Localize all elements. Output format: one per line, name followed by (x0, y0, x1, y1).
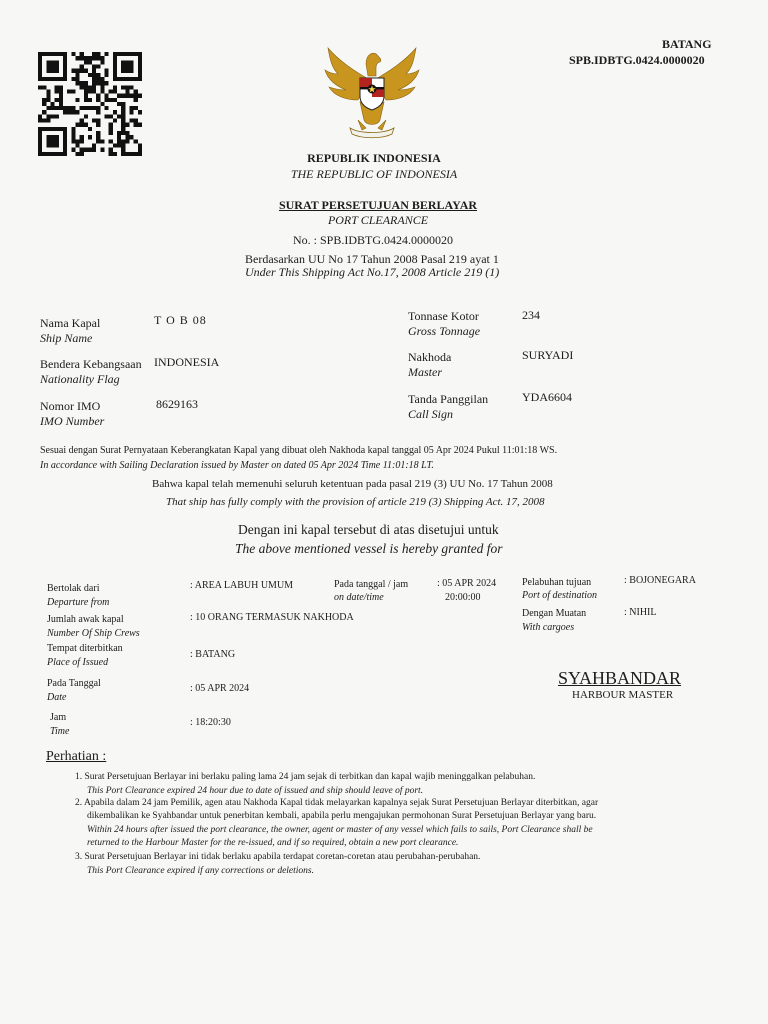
note-2-line-2: dikembalikan ke Syahbandar untuk penerbitan kembali, apabila perlu mengajukan permohonan Surat Persetujuan Berlayar yang baru. (87, 811, 597, 821)
issue-time-label: Jam (50, 712, 67, 723)
cargo-label-en: With cargoes (522, 622, 575, 633)
legal-basis-en: Under This Shipping Act No.17, 2008 Article 219 (1) (245, 265, 500, 279)
ship-name-label-en: Ship Name (40, 331, 93, 345)
gross-tonnage-label: Tonnase Kotor (408, 309, 479, 323)
place-issued-label-en: Place of Issued (47, 657, 109, 668)
departure-date-label: Pada tanggal / jam (334, 579, 409, 590)
place-issued-label: Tempat diterbitkan (47, 643, 123, 654)
legal-basis: Berdasarkan UU No 17 Tahun 2008 Pasal 219 ayat 1 (245, 252, 499, 266)
imo-label-en: IMO Number (40, 414, 105, 428)
harbour-master-title: SYAHBANDAR (558, 668, 682, 688)
issue-date-label: Pada Tanggal (47, 678, 101, 689)
grant-statement-en: The above mentioned vessel is hereby granted for (235, 541, 503, 556)
cargo-value: : NIHIL (624, 607, 657, 618)
grant-statement: Dengan ini kapal tersebut di atas disetujui untuk (238, 522, 499, 537)
crew-value: : 10 ORANG TERMASUK NAKHODA (190, 612, 354, 623)
departure-time-value: 20:00:00 (445, 592, 481, 603)
issue-time-value: : 18:20:30 (190, 717, 231, 728)
issue-date-value: : 05 APR 2024 (190, 683, 250, 694)
master-value: SURYADI (522, 348, 574, 362)
departure-value: : AREA LABUH UMUM (190, 580, 294, 591)
republic-title-en: THE REPUBLIC OF INDONESIA (290, 167, 458, 181)
master-label: Nakhoda (408, 350, 452, 364)
qr-code (38, 52, 142, 156)
departure-date-value: : 05 APR 2024 (437, 578, 497, 589)
departure-label-en: Departure from (47, 597, 110, 608)
sailing-declaration: Sesuai dengan Surat Pernyataan Keberangkatan Kapal yang dibuat oleh Nakhoda kapal tanggal 05 Apr 2024 Pukul 11:01:18 WS. (40, 445, 558, 456)
document-reference: SPB.IDBTG.0424.0000020 (569, 53, 705, 67)
call-sign-value: YDA6604 (522, 390, 572, 404)
master-label-en: Master (408, 365, 442, 379)
ship-name-label: Nama Kapal (40, 316, 101, 330)
document-title: SURAT PERSETUJUAN BERLAYAR (278, 198, 478, 212)
note-3: 3. Surat Persetujuan Berlayar ini tidak berlaku apabila terdapat coretan-coretan atau perubahan-perubahan. (75, 852, 481, 862)
imo-value: 8629163 (156, 397, 198, 411)
destination-label: Pelabuhan tujuan (522, 577, 592, 588)
cargo-label: Dengan Muatan (522, 608, 587, 619)
note-2-en-line-1: Within 24 hours after issued the port clearance, the owner, agent or master of any vessel which fails to sails, Port Clearance shall be (87, 825, 593, 835)
issue-date-label-en: Date (47, 692, 67, 703)
republic-title: REPUBLIK INDONESIA (307, 151, 441, 165)
destination-label-en: Port of destination (522, 590, 597, 601)
harbour-master-subtitle: HARBOUR MASTER (572, 689, 674, 701)
destination-value: : BOJONEGARA (624, 575, 696, 586)
call-sign-label-en: Call Sign (408, 407, 454, 421)
crew-label: Jumlah awak kapal (47, 614, 124, 625)
ship-name-value: T O B 08 (154, 313, 207, 327)
flag-label: Bendera Kebangsaan (40, 357, 142, 371)
gross-tonnage-label-en: Gross Tonnage (408, 324, 481, 338)
departure-label: Bertolak dari (47, 583, 100, 594)
document-title-en: PORT CLEARANCE (327, 213, 429, 227)
gross-tonnage-value: 234 (522, 308, 540, 322)
garuda-emblem-icon (320, 42, 424, 142)
compliance-statement: Bahwa kapal telah memenuhi seluruh ketentuan pada pasal 219 (3) UU No. 17 Tahun 2008 (152, 478, 553, 490)
place-issued-value: : BATANG (190, 649, 236, 660)
issuing-city: BATANG (662, 37, 712, 51)
departure-date-label-en: on date/time (334, 592, 384, 603)
note-1: 1. Surat Persetujuan Berlayar ini berlaku paling lama 24 jam sejak di terbitkan dan kapal wajib meninggalkan pelabuhan. (75, 772, 536, 782)
flag-value: INDONESIA (154, 355, 220, 369)
document-number: No. : SPB.IDBTG.0424.0000020 (293, 233, 454, 247)
note-2-en-line-2: returned to the Harbour Master for the re-issued, and if so required, obtain a new port clearance. (87, 838, 459, 848)
note-3-en: This Port Clearance expired if any corrections or deletions. (87, 866, 314, 876)
note-2-line-1: 2. Apabila dalam 24 jam Pemilik, agen atau Nakhoda Kapal tidak melayarkan kapalnya sejak Surat Persetujuan Berlayar diterbitkan, agar (75, 798, 599, 808)
notes-heading: Perhatian : (46, 749, 107, 764)
imo-label: Nomor IMO (40, 399, 101, 413)
issue-time-label-en: Time (50, 726, 70, 737)
compliance-statement-en: That ship has fully comply with the provision of article 219 (3) Shipping Act. 17, 2008 (166, 496, 545, 508)
flag-label-en: Nationality Flag (40, 372, 120, 386)
call-sign-label: Tanda Panggilan (408, 392, 489, 406)
note-1-en: This Port Clearance expired 24 hour due to date of issued and ship should leave of port. (87, 786, 424, 796)
sailing-declaration-en: In accordance with Sailing Declaration issued by Master on dated 05 Apr 2024 Time 11:01:18 LT. (40, 460, 434, 471)
crew-label-en: Number Of Ship Crews (47, 628, 140, 639)
